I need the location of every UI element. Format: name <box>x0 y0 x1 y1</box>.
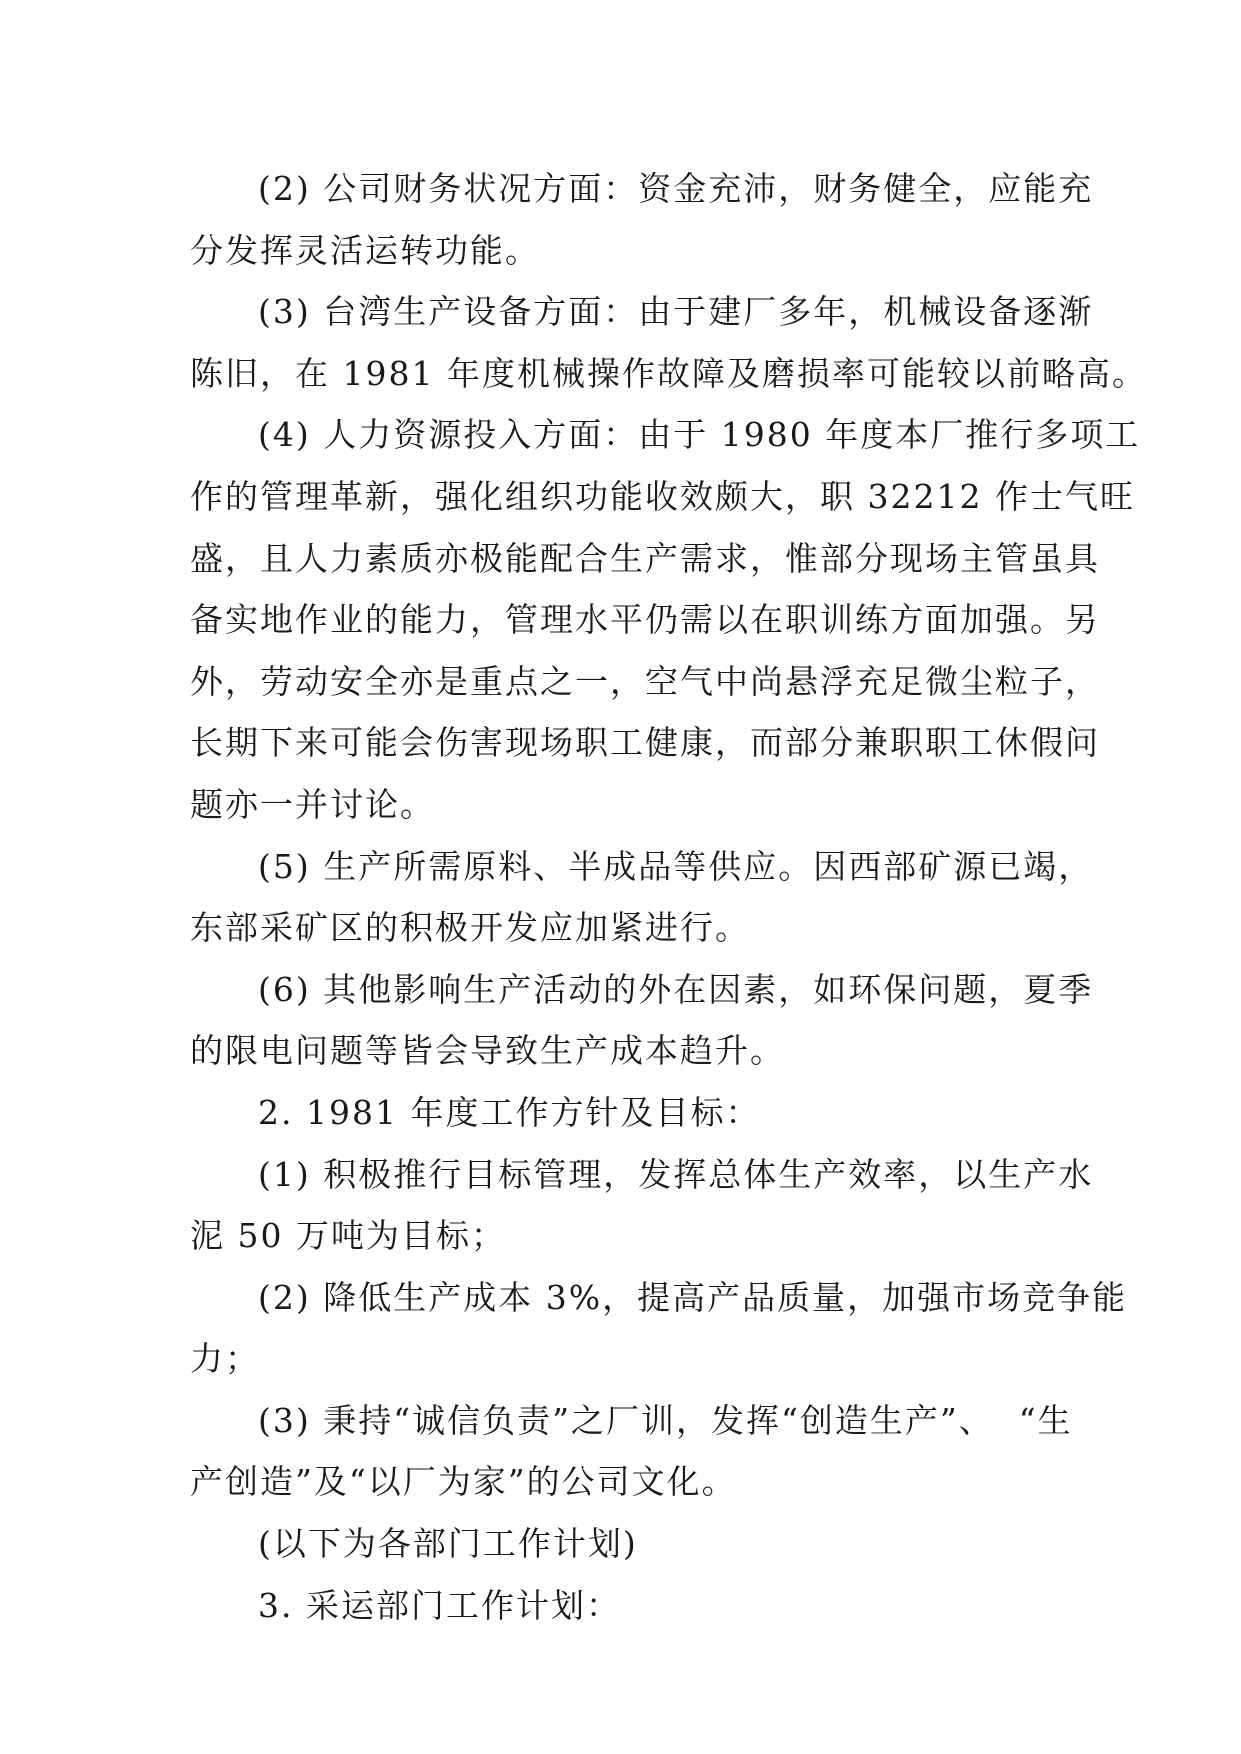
text-line: (3) 秉持“诚信负责”之厂训，发挥“创造生产”、 “生 <box>258 1400 1073 1440</box>
paragraph-external-factors <box>190 959 1094 1082</box>
paragraph-human-resources <box>190 404 1141 835</box>
paragraph-finance <box>190 158 1094 281</box>
text-line: 的限电问题等皆会导致生产成本趋升。 <box>190 1031 785 1071</box>
text-line: 分发挥灵活运转功能。 <box>190 230 540 270</box>
text-line: (以下为各部门工作计划) <box>258 1524 638 1564</box>
text-line: 产创造”及“以厂为家”的公司文化。 <box>190 1462 737 1502</box>
section-heading: 3. 采运部门工作计划： <box>258 1585 621 1625</box>
text-line: (5) 生产所需原料、半成品等供应。因西部矿源已竭， <box>258 846 1094 886</box>
paragraph-equipment <box>190 281 1147 404</box>
paragraph-department-note <box>190 1513 1070 1575</box>
section-heading-mining <box>190 1575 1070 1637</box>
text-line: 陈旧，在 1981 年度机械操作故障及磨损率可能较以前略高。 <box>190 353 1147 393</box>
text-line: 力； <box>190 1339 260 1379</box>
text-line: 外，劳动安全亦是重点之一，空气中尚悬浮充足微尘粒子， <box>190 661 1100 701</box>
text-line: 备实地作业的能力，管理水平仍需以在职训练方面加强。另 <box>190 600 1100 640</box>
text-line: (4) 人力资源投入方面：由于 1980 年度本厂推行多项工 <box>258 415 1141 455</box>
text-line: 东部采矿区的积极开发应加紧进行。 <box>190 908 750 948</box>
text-line: (1) 积极推行目标管理，发挥总体生产效率，以生产水 <box>258 1154 1094 1194</box>
section-heading-1981-goals <box>190 1082 1070 1144</box>
paragraph-goal-2 <box>190 1267 1128 1390</box>
text-line: 泥 50 万吨为目标； <box>190 1216 506 1256</box>
text-line: (2) 公司财务状况方面：资金充沛，财务健全，应能充 <box>258 169 1094 208</box>
paragraph-raw-materials <box>190 836 1094 959</box>
paragraph-goal-3 <box>190 1390 1073 1513</box>
text-line: 题亦一并讨论。 <box>190 784 435 824</box>
body-text <box>190 158 1147 1636</box>
text-line: 作的管理革新，强化组织功能收效颇大，职 32212 作士气旺 <box>190 476 1135 516</box>
text-line: (6) 其他影响生产活动的外在因素，如环保问题，夏季 <box>258 969 1094 1009</box>
section-heading: 2. 1981 年度工作方针及目标： <box>258 1092 761 1132</box>
text-line: (3) 台湾生产设备方面：由于建厂多年，机械设备逐渐 <box>258 292 1094 332</box>
text-line: 长期下来可能会伤害现场职工健康，而部分兼职职工休假问 <box>190 723 1100 763</box>
paragraph-goal-1 <box>190 1144 1094 1267</box>
text-line: (2) 降低生产成本 3%，提高产品质量，加强市场竞争能 <box>258 1277 1128 1317</box>
text-line: 盛，且人力素质亦极能配合生产需求，惟部分现场主管虽具 <box>190 538 1100 578</box>
